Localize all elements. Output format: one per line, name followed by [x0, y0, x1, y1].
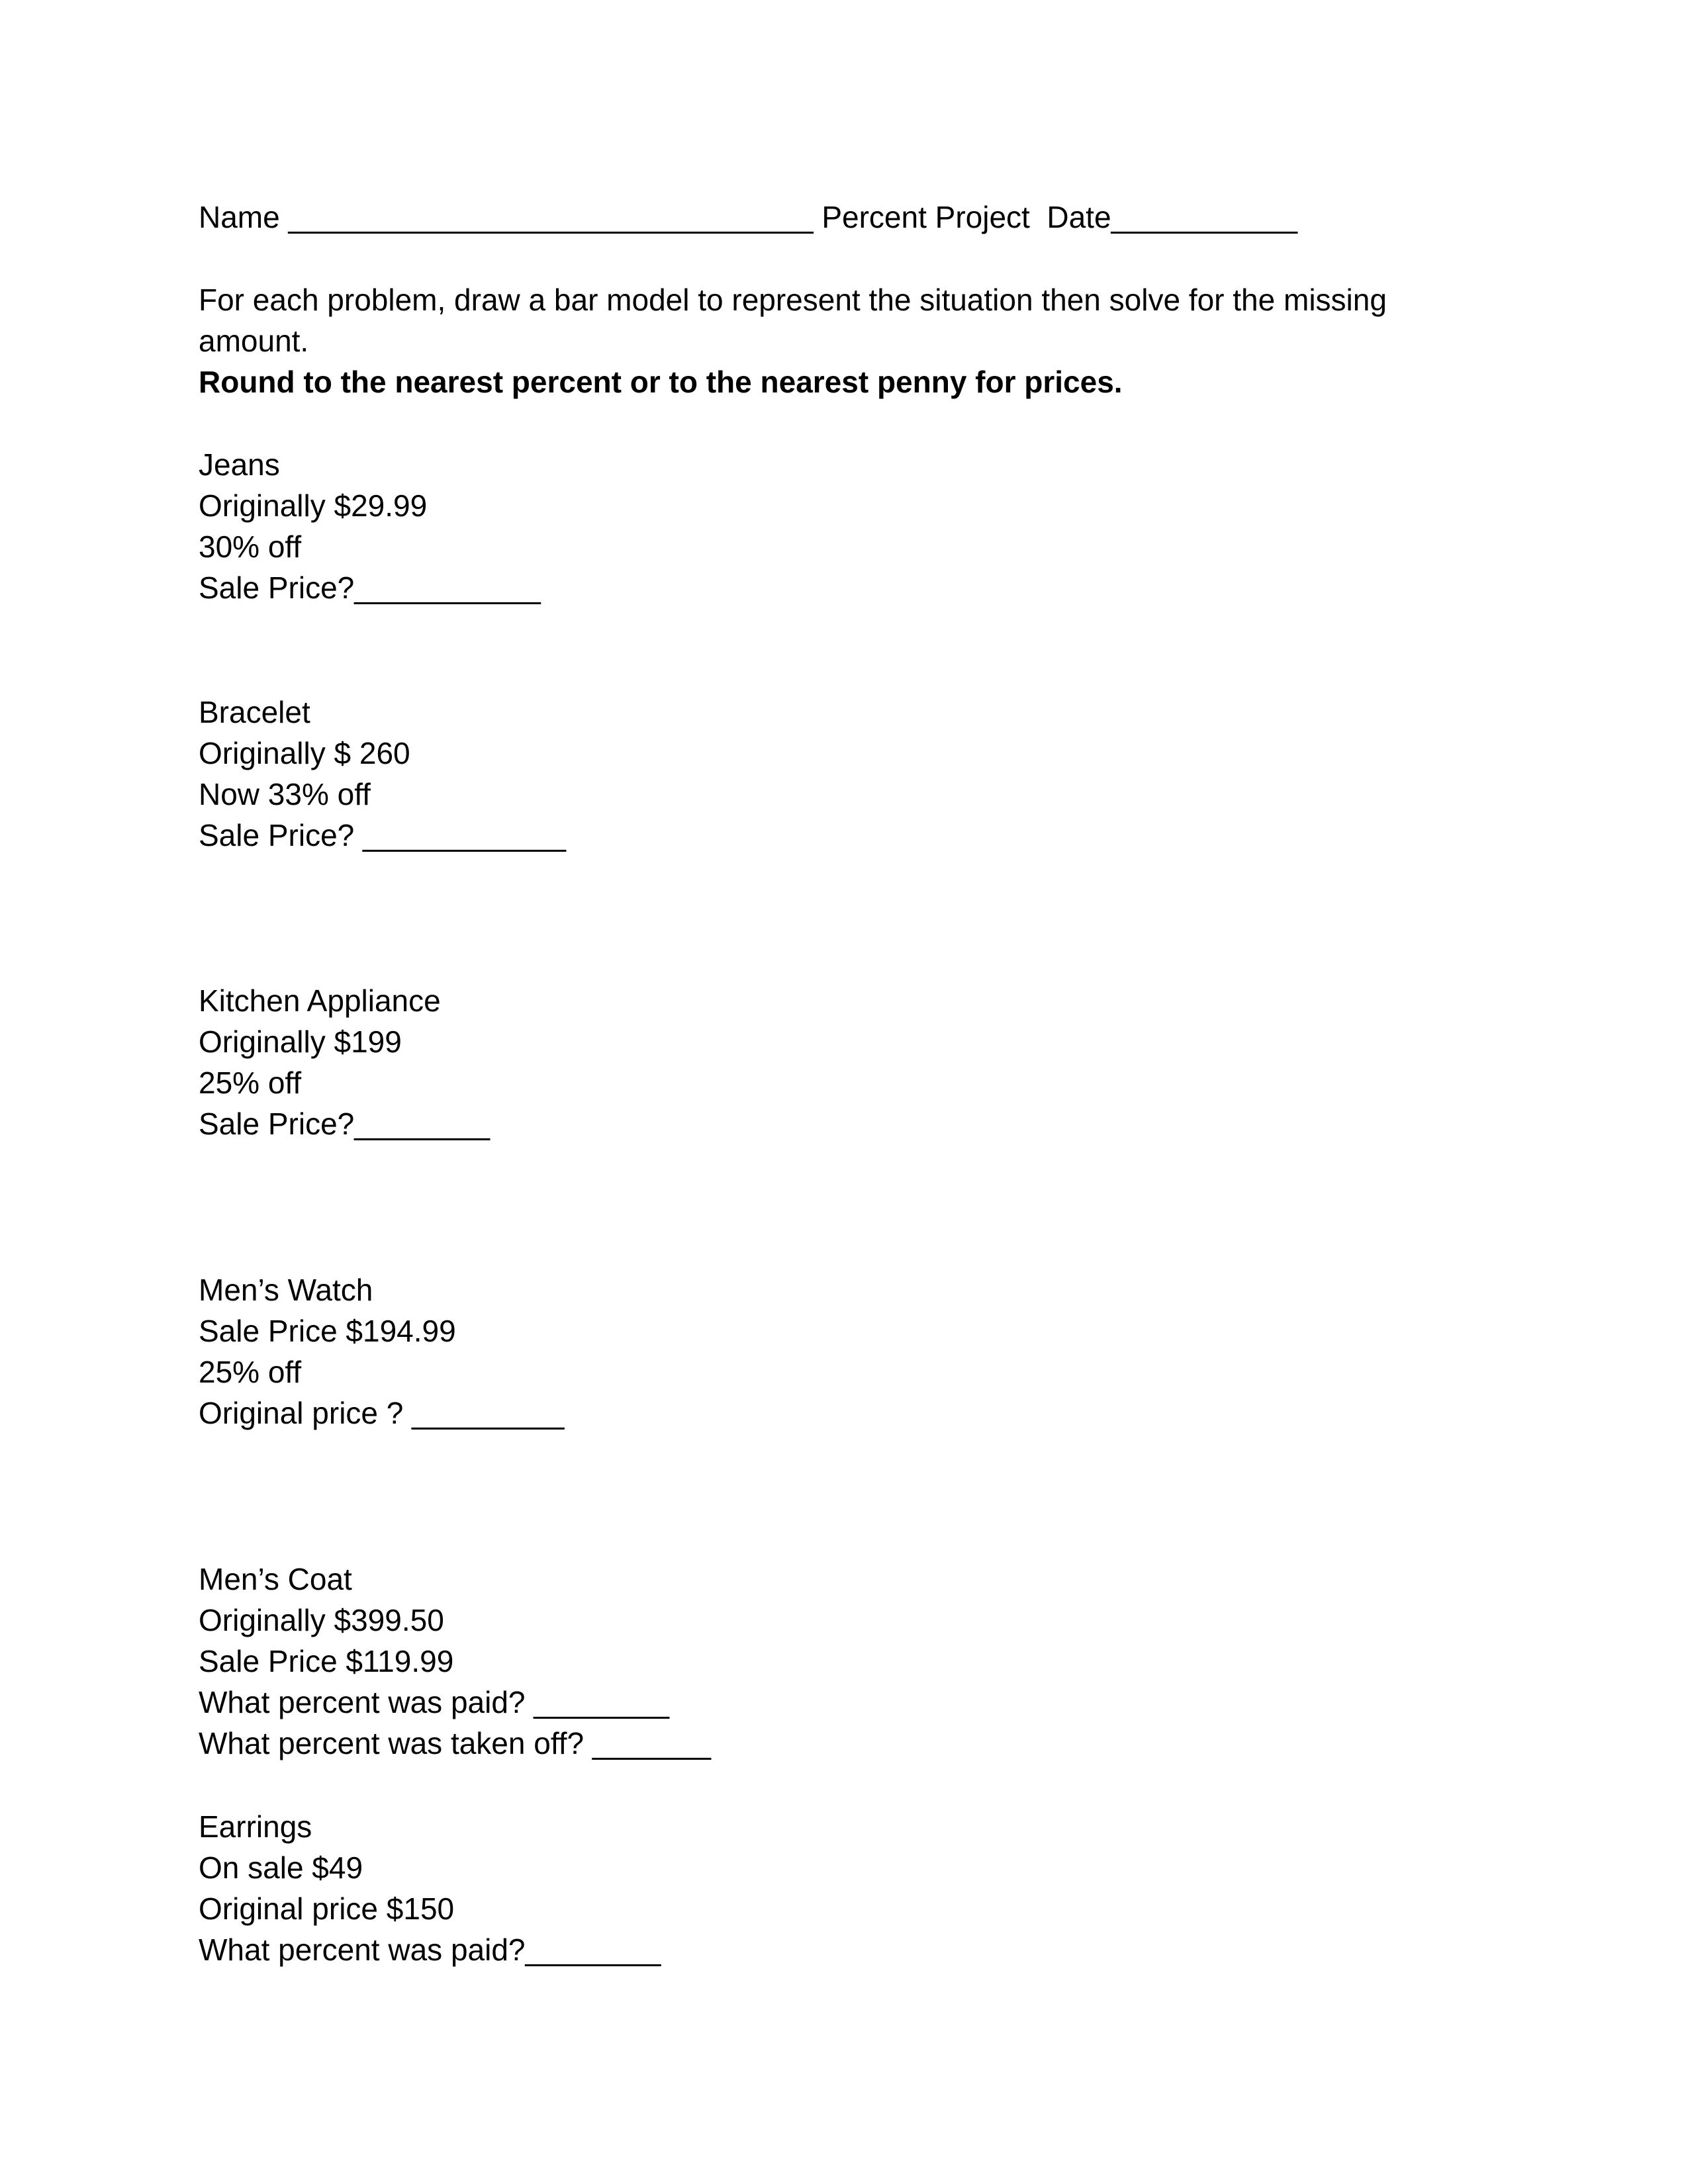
- problem-answer-line: What percent was paid? ________: [199, 1685, 669, 1719]
- instructions-line-1: For each problem, draw a bar model to represent the situation then solve for the missing: [199, 283, 1387, 317]
- problem-title-earrings: Earrings: [199, 1809, 312, 1844]
- header-name-date-line: Name _______________________________ Percent Project Date___________: [199, 200, 1297, 234]
- problem-line: 25% off: [199, 1066, 302, 1100]
- problem-answer-line: What percent was taken off? _______: [199, 1726, 712, 1760]
- problem-line: Sale Price $119.99: [199, 1644, 454, 1678]
- problem-title-mens-coat: Men’s Coat: [199, 1562, 352, 1596]
- problem-answer-line: What percent was paid?________: [199, 1933, 661, 1967]
- problem-line: Original price $150: [199, 1891, 455, 1926]
- problem-answer-line: Sale Price?________: [199, 1107, 490, 1141]
- problem-line: Originally $199: [199, 1024, 402, 1059]
- rounding-instruction: Round to the nearest percent or to the nearest penny for prices.: [199, 365, 1123, 399]
- problem-answer-line: Sale Price? ____________: [199, 818, 567, 852]
- problem-line: Originally $399.50: [199, 1603, 444, 1637]
- problem-line: Originally $ 260: [199, 736, 410, 770]
- problem-title-jeans: Jeans: [199, 447, 280, 482]
- problem-line: 25% off: [199, 1355, 302, 1389]
- problem-answer-line: Original price ? _________: [199, 1396, 565, 1430]
- problem-answer-line: Sale Price?___________: [199, 570, 541, 605]
- problem-title-mens-watch: Men’s Watch: [199, 1273, 373, 1307]
- problem-line: Now 33% off: [199, 777, 371, 811]
- problem-line: On sale $49: [199, 1850, 363, 1885]
- instructions-line-2: amount.: [199, 324, 309, 358]
- problem-line: Sale Price $194.99: [199, 1314, 456, 1348]
- problem-title-bracelet: Bracelet: [199, 695, 310, 729]
- problem-line: Originally $29.99: [199, 488, 428, 523]
- problem-title-kitchen-appliance: Kitchen Appliance: [199, 983, 441, 1018]
- problem-line: 30% off: [199, 529, 302, 564]
